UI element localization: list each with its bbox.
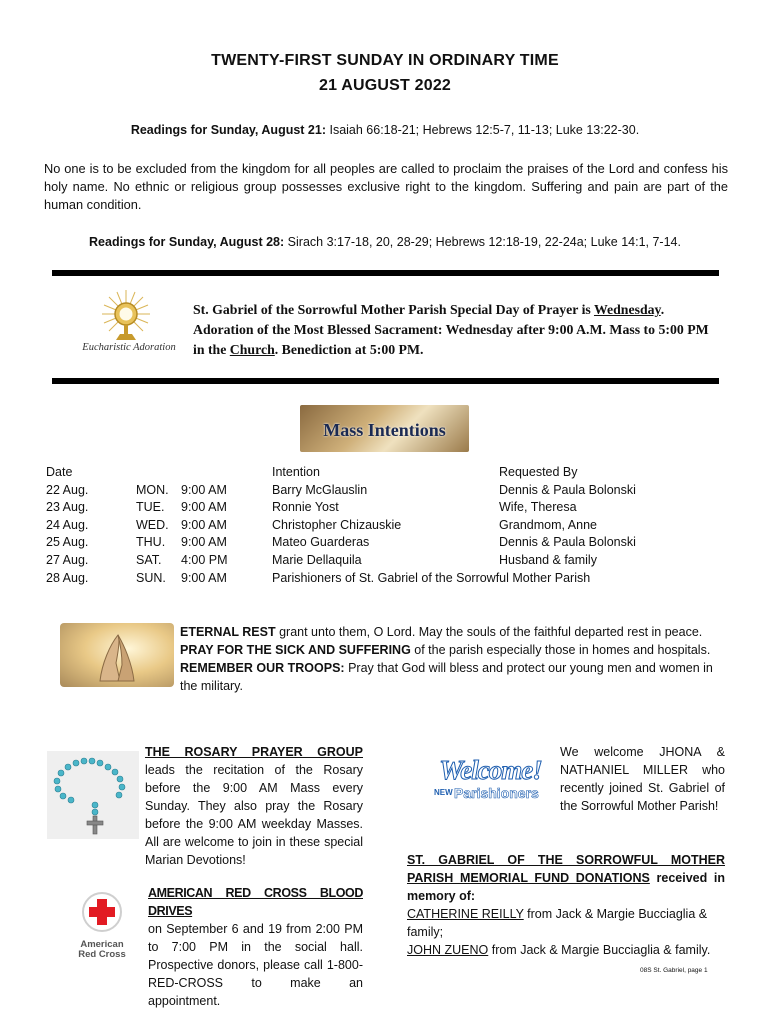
memorial-heading: ST. GABRIEL OF THE SORROWFUL MOTHER PARISH MEMORIAL FUND DONATIONS [407,853,725,885]
memorial-heading-wrap [407,851,725,905]
memorial-donor: from Jack & Margie Bucciaglia & family; [407,907,708,939]
row-time: 9:00 AM [181,482,227,497]
row-requested: Grandmom, Anne [499,517,597,532]
adoration-notice [193,300,723,360]
readings-label: Readings for Sunday, August 28: [89,235,285,249]
adoration-line2-end: . Benediction at 5:00 PM. [274,342,424,357]
row-date: 22 Aug. [46,482,89,497]
row-intention: Mateo Guarderas [272,535,370,550]
welcome-new: NEW [434,788,453,797]
divider-bottom [52,378,719,384]
row-date: 23 Aug. [46,500,89,515]
rosary-label: THE ROSARY PRAYER GROUP [145,745,363,759]
readings-aug21 [40,123,730,137]
table-header-row [46,464,636,482]
table-row [46,517,636,535]
row-day: TUE. [136,500,165,515]
memorial-name: CATHERINE REILLY [407,907,524,921]
row-time: 9:00 AM [181,517,227,532]
sick-text: of the parish especially those in homes and hospitals. [410,643,711,657]
adoration-day: Wednesday [593,302,661,317]
table-row [46,499,636,517]
readings-aug28 [40,235,730,249]
row-requested: Wife, Theresa [499,500,577,515]
eucharistic-adoration-logo [66,290,192,362]
memorial-name: JOHN ZUENO [407,943,489,957]
memorial-entry [407,941,725,959]
mass-intentions-banner [300,405,469,452]
row-date: 28 Aug. [46,570,89,585]
mass-intentions-title: Mass Intentions [323,420,446,440]
row-date: 27 Aug. [46,552,89,567]
table-row [46,482,636,500]
row-intention: Ronnie Yost [272,500,339,515]
header-requested: Requested By [499,465,578,479]
red-cross-name-1: American [80,939,124,950]
row-time: 9:00 AM [181,535,227,550]
praying-hands-icon [60,623,174,687]
welcome-notice: We welcome JHONA & NATHANIEL MILLER who recently joined St. Gabriel of the Sorrowful Mother Parish! [560,745,725,813]
eternal-rest-text: grant unto them, O Lord. May the souls of the faithful departed rest in peace. [275,625,703,639]
row-day: SUN. [136,570,166,585]
eternal-rest-label: ETERNAL REST [180,625,276,639]
rosary-image [47,751,139,839]
sick-label: PRAY FOR THE SICK AND SUFFERING [180,643,411,657]
adoration-line2: Adoration of the Most Blessed Sacrament: Wednesday after 9:00 A.M. Mass to 5:00 PM in the [193,322,709,357]
row-time: 9:00 AM [181,500,227,515]
memorial-fund [407,851,725,959]
memorial-heading-tail: received in memory of: [407,871,725,903]
table-row [46,552,636,570]
sick-suffering [180,641,727,659]
readings-text: Sirach 3:17-18, 20, 28-29; Hebrews 12:18-19, 22-24a; Luke 14:1, 7-14. [284,235,681,249]
header-intention: Intention [272,465,320,479]
mass-intentions-table [46,464,636,587]
rosary-icon [47,751,139,839]
blood-drive-text: on September 6 and 19 from 2:00 PM to 7:00 PM in the social hall. Prospective donors, please call 1-800-RED-CROSS to make an appointment. [148,922,363,1008]
row-date: 25 Aug. [46,535,89,550]
adoration-line1: St. Gabriel of the Sorrowful Mother Parish Special Day of Prayer is [193,302,594,317]
row-intention: Barry McGlauslin [272,482,368,497]
blood-drive-label: AMERICAN RED CROSS BLOOD DRIVES [148,886,363,918]
row-requested: Husband & family [499,552,597,567]
readings-label: Readings for Sunday, August 21: [130,123,326,137]
row-day: SAT. [136,552,162,567]
row-day: MON. [136,482,169,497]
page-title: TWENTY-FIRST SUNDAY IN ORDINARY TIME [211,52,559,69]
adoration-church: Church [229,342,275,357]
praying-hands-image [60,623,174,687]
red-cross-icon [72,890,132,936]
rosary-text: leads the recitation of the Rosary before the 9:00 AM Mass every Sunday. They also pray the Rosary before the 9:00 AM weekday Masses. All are welcome to join in these special Marian Devotions! [145,763,363,867]
memorial-entry [407,905,725,941]
row-intention: Marie Dellaquila [272,552,362,567]
rosary-notice [145,743,363,869]
memorial-donor: from Jack & Margie Bucciaglia & family. [488,943,711,957]
row-day: WED. [136,517,169,532]
adoration-line1-end: . [660,302,665,317]
row-time: 9:00 AM [181,570,227,585]
troops-text: Pray that God will bless and protect our young men and women in the military. [180,661,713,693]
eternal-rest [180,623,727,641]
adoration-logo-text: Eucharistic Adoration [82,342,176,353]
reflection-paragraph: No one is to be excluded from the kingdom for all peoples are called to proclaim the praises of the Lord and confess his holy name. No ethnic or religious group possesses exclusive right to the kingdom. Suffering and pain are part of the human condition. [44,161,728,212]
row-requested: Dennis & Paula Bolonski [499,535,636,550]
page-footer: 08S St. Gabriel, page 1 [640,967,708,974]
welcome-sub: Parishioners [454,785,539,801]
remember-troops [180,659,727,695]
row-requested: Dennis & Paula Bolonski [499,482,636,497]
header-date: Date [46,465,73,479]
row-intention: Christopher Chizauskie [272,517,402,532]
welcome-graphic [428,755,553,807]
troops-label: REMEMBER OUR TROOPS: [180,661,345,675]
red-cross-logo [72,890,132,965]
red-cross-name-2: Red Cross [78,949,126,960]
page-date: 21 AUGUST 2022 [318,77,452,94]
table-row [46,534,636,552]
row-date: 24 Aug. [46,517,89,532]
blood-drive-notice [148,884,363,1010]
table-row [46,570,636,588]
prayer-intentions [180,623,727,695]
row-time: 4:00 PM [181,552,228,567]
row-day: THU. [136,535,166,550]
divider-top [52,270,719,276]
readings-text: Isaiah 66:18-21; Hebrews 12:5-7, 11-13; Luke 13:22-30. [326,123,640,137]
row-intention: Parishioners of St. Gabriel of the Sorrowful Mother Parish [272,570,591,585]
welcome-title: Welcome! [439,755,542,785]
